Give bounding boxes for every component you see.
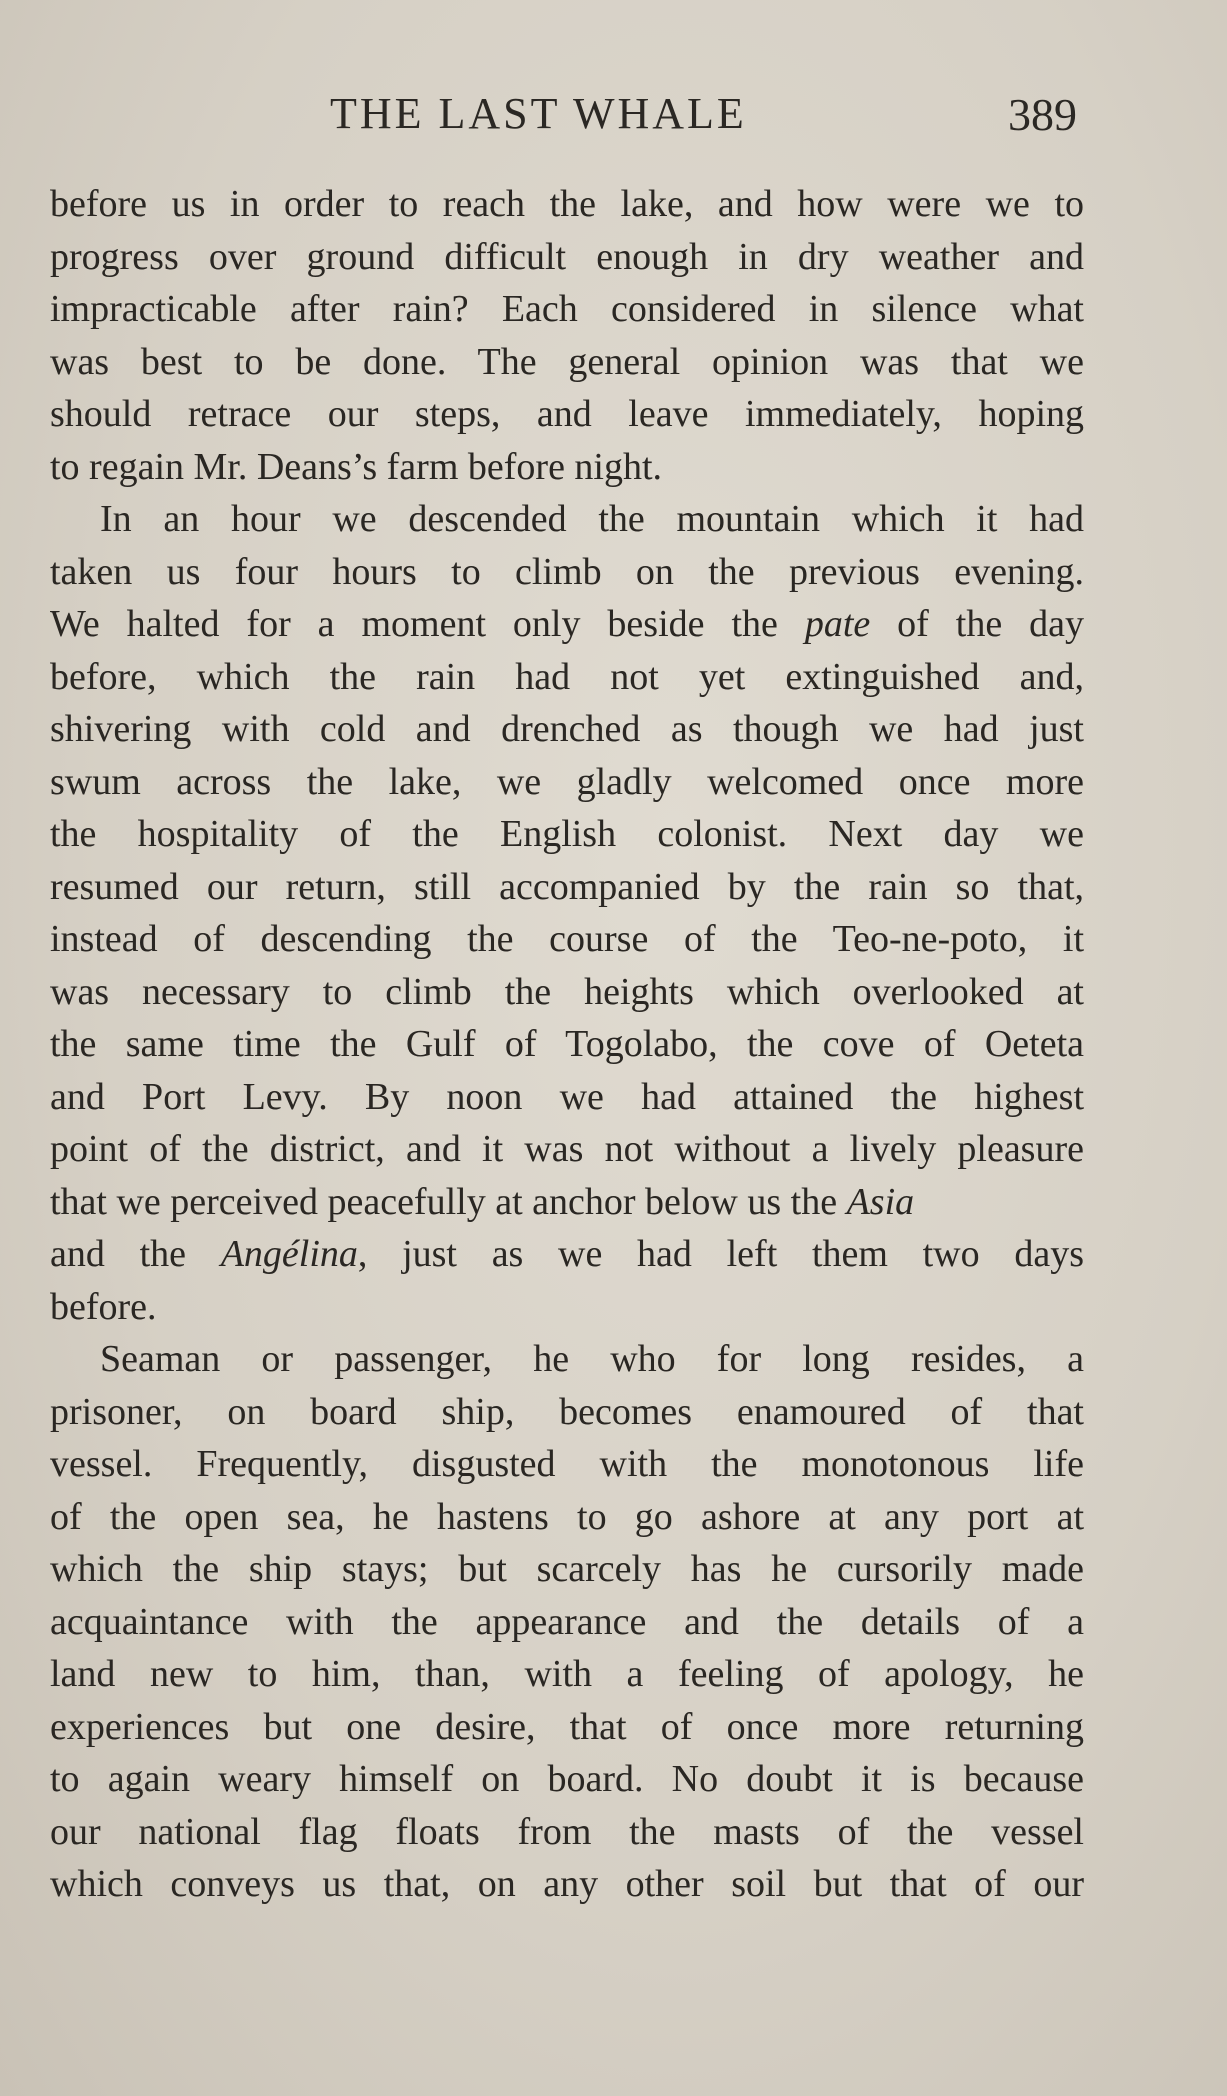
text-span: We halted for a moment only beside the	[50, 603, 805, 645]
text-line: the hospitality of the English colonist. Next day we	[50, 813, 1084, 855]
text-span: that we perceived peacefully at anchor below us the	[50, 1180, 847, 1223]
text-span: and the	[50, 1233, 221, 1275]
page-number: 389	[1008, 89, 1077, 140]
text-line: of the open sea, he hastens to go ashore at any port at	[50, 1495, 1084, 1538]
text-line: experiences but one desire, that of once more returning	[50, 1705, 1084, 1748]
text-line: our national flag floats from the masts of the vessel	[50, 1810, 1084, 1853]
text-line: was best to be done. The general opinion was that we	[50, 340, 1084, 383]
text-span: , just as we had left them two days	[357, 1233, 1084, 1275]
text-span: Asia	[846, 1180, 915, 1223]
text-line: land new to him, than, with a feeling of apology, he	[50, 1653, 1084, 1695]
text-line: progress over ground difficult enough in dry weather and	[50, 235, 1084, 278]
text-line: which conveys us that, on any other soil but that of our	[50, 1863, 1084, 1905]
text-line: before us in order to reach the lake, and how were we to	[50, 183, 1084, 225]
text-line: point of the district, and it was not without a lively pleasure	[50, 1128, 1084, 1170]
text-line: before, which the rain had not yet extinguished and,	[50, 655, 1084, 698]
text-line: prisoner, on board ship, becomes enamoured of that	[50, 1390, 1084, 1433]
text-line: resumed our return, still accompanied by the rain so that,	[50, 865, 1084, 908]
text-line: instead of descending the course of the Teo-ne-poto, it	[50, 918, 1084, 960]
text-line	[50, 598, 1084, 651]
text-line: In an hour we descended the mountain which it had	[100, 498, 1084, 540]
running-title: THE LAST WHALE	[330, 89, 747, 138]
text-line	[50, 1176, 1084, 1229]
text-line: before.	[50, 1285, 157, 1328]
text-line: vessel. Frequently, disgusted with the monotonous life	[50, 1443, 1084, 1485]
text-line: to again weary himself on board. No doubt it is because	[50, 1758, 1084, 1800]
text-line: swum across the lake, we gladly welcomed once more	[50, 760, 1084, 803]
text-line: which the ship stays; but scarcely has he cursorily made	[50, 1548, 1084, 1590]
text-line	[50, 1228, 1084, 1281]
text-line: to regain Mr. Deans’s farm before night.	[50, 445, 663, 488]
text-span: pate	[804, 603, 871, 645]
text-line: impracticable after rain? Each considered in silence what	[50, 288, 1084, 330]
text-line: was necessary to climb the heights which overlooked at	[50, 970, 1084, 1013]
page-header	[0, 88, 1227, 148]
text-line: should retrace our steps, and leave immediately, hoping	[50, 393, 1084, 435]
body-text	[50, 178, 1084, 1911]
text-span: Angélina	[220, 1233, 358, 1275]
text-line: Seaman or passenger, he who for long resides, a	[100, 1338, 1084, 1380]
text-line: acquaintance with the appearance and the details of a	[50, 1600, 1084, 1643]
text-line: the same time the Gulf of Togolabo, the cove of Oeteta	[50, 1023, 1084, 1065]
text-span: of the day	[870, 603, 1085, 645]
text-line: shivering with cold and drenched as though we had just	[50, 708, 1084, 750]
text-line: and Port Levy. By noon we had attained the highest	[50, 1075, 1084, 1118]
text-line: taken us four hours to climb on the previous evening.	[50, 550, 1084, 593]
